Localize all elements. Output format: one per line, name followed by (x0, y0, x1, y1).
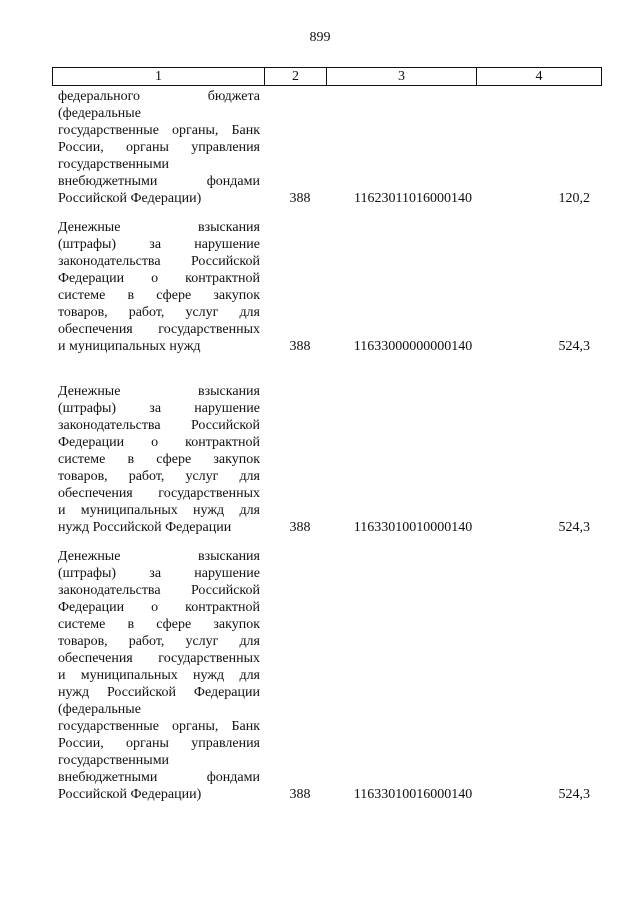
description-line: России, органы управления (58, 736, 260, 751)
description-line: обеспечения государственных (58, 486, 260, 501)
description-line: обеспечения государственных (58, 322, 260, 337)
kbk-code-cell: 11633000000000140 (353, 339, 473, 354)
description-line: нужд Российской Федерации (58, 685, 260, 700)
table-header-row (52, 67, 602, 86)
description-line: Российской Федерации) (58, 787, 202, 802)
table-row (58, 88, 602, 207)
amount-cell: 524,3 (558, 339, 590, 354)
description-line: Федерации о контрактной (58, 435, 260, 450)
description-line: законодательства Российской (58, 418, 260, 433)
admin-code-cell: 388 (289, 787, 311, 802)
table-row (58, 548, 602, 803)
table-row (58, 219, 602, 355)
description-line: системе в сфере закупок (58, 617, 260, 632)
description-line: Федерации о контрактной (58, 271, 260, 286)
description-line: Российской Федерации) (58, 191, 202, 206)
column-header-2: 2 (265, 68, 327, 85)
row-description (58, 219, 260, 355)
description-line: внебюджетными фондами (58, 174, 260, 189)
description-line: государственными (58, 753, 170, 768)
description-line: (федеральные (58, 106, 141, 121)
description-line: законодательства Российской (58, 583, 260, 598)
description-line: (федеральные (58, 702, 141, 717)
column-header-4: 4 (535, 69, 543, 84)
description-line: товаров, работ, услуг для (58, 469, 260, 484)
row-description (58, 383, 260, 536)
description-line: государственными (58, 157, 170, 172)
description-line: системе в сфере закупок (58, 452, 260, 467)
description-line: законодательства Российской (58, 254, 260, 269)
amount-cell: 524,3 (558, 520, 590, 535)
table-row (58, 383, 602, 536)
amount-cell: 120,2 (558, 191, 590, 206)
description-line: внебюджетными фондами (58, 770, 260, 785)
description-line: системе в сфере закупок (58, 288, 260, 303)
kbk-code-cell: 11623011016000140 (354, 191, 472, 206)
description-line: федерального бюджета (58, 89, 260, 104)
description-line: государственные органы, Банк (58, 719, 260, 734)
description-line: России, органы управления (58, 140, 260, 155)
admin-code-cell: 388 (289, 339, 311, 354)
description-line: (штрафы) за нарушение (58, 566, 260, 581)
page-number: 899 (309, 30, 331, 45)
description-line: (штрафы) за нарушение (58, 237, 260, 252)
description-line: государственные органы, Банк (58, 123, 260, 138)
kbk-code-cell: 11633010010000140 (353, 520, 473, 535)
row-description (58, 88, 260, 207)
description-line: нужд Российской Федерации (58, 520, 232, 535)
amount-cell: 524,3 (558, 787, 590, 802)
description-line: (штрафы) за нарушение (58, 401, 260, 416)
description-line: и муниципальных нужд (58, 339, 201, 354)
column-header-1: 1 (53, 68, 265, 85)
admin-code-cell: 388 (289, 191, 311, 206)
description-line: и муниципальных нужд для (58, 668, 260, 683)
description-line: товаров, работ, услуг для (58, 634, 260, 649)
kbk-code-cell: 11633010016000140 (353, 787, 473, 802)
description-line: Денежные взыскания (58, 549, 260, 564)
admin-code-cell: 388 (289, 520, 311, 535)
description-line: обеспечения государственных (58, 651, 260, 666)
description-line: Федерации о контрактной (58, 600, 260, 615)
column-header-3: 3 (327, 68, 477, 85)
description-line: Денежные взыскания (58, 220, 260, 235)
description-line: товаров, работ, услуг для (58, 305, 260, 320)
description-line: и муниципальных нужд для (58, 503, 260, 518)
description-line: Денежные взыскания (58, 384, 260, 399)
row-description (58, 548, 260, 803)
